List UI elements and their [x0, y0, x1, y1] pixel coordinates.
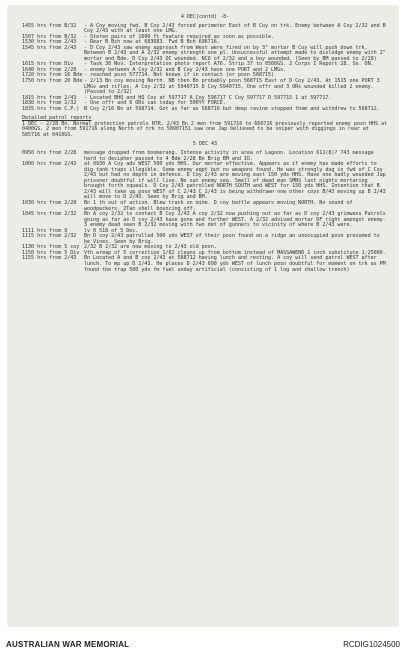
log-entry-text: at 0930 A Coy adv WEST 500 yds HHS. Our mortar effective. Appears as if enemy has made efforts to dig tank traps illegible. Some enemy eqpt but no weapons found. He was strongly dug in fwd of C Coy 2/43 but had no depth in defence. D Coy 2/43 are moving east 150 yds HHS. Have one badly wounded Jap prisoner doubtful if will live. No sat enemy sea. Smell of dead man SMNS last nights mortaring brought forth squeals. D Coy 2/43 patrolled NORTH SOUTH and WEST for 150 yds HHS. Intention that B 2/43 will take up posn WEST of C 2/43 C 2/43 is being withdrawn now other coys B/43 moving up B 2/43 will move to D 2/43. Seen by Brig and BM.: [84, 161, 386, 201]
log-entry-text: - Located BHQ and HQ Coy at 597717 A Coy 596717 C Coy 597717 D 597715 1 at 597717.: [84, 94, 332, 101]
log-entry-text: - Stereo pairs of 1600 ft feature required as soon as possible.: [84, 33, 275, 40]
log-entry: [22, 46, 388, 63]
log-entry-time: 1130 hrs from 5 coy: [22, 244, 80, 251]
log-entry-text: - reached posn 577714. Not known if in contact (or posn 568715): [84, 72, 275, 79]
document-body: [22, 15, 388, 273]
log-entry-text: - enemy between A Coy 2/32 and B Coy 2/43 have one PORT and 2 LMGs.: [84, 66, 287, 73]
footer-archive-name: AUSTRALIAN WAR MEMORIAL: [6, 640, 130, 649]
log-entry: [22, 256, 388, 273]
log-entry-time: 1835 hrs from C.P.): [22, 105, 80, 112]
log-entry-time: 1640 hrs from 2/28: [22, 66, 77, 73]
log-entry-time: 1115 hrs from 2/32: [22, 233, 77, 240]
log-entry-time: 1000 hrs from 2/43: [22, 161, 77, 168]
log-entry-time: 1155 hrs from 2/43: [22, 255, 77, 262]
log-entry-time: 1720 hrs from 16 Bde: [22, 72, 83, 79]
footer-document-id: RCDIG1024500: [343, 640, 400, 649]
archive-footer: [0, 636, 406, 654]
log-entry-text: Vth wreap of 5 correction 1/82 cleans up from bottom instead of MASSAWEND 1 inch substitute 1:25000.: [84, 249, 386, 256]
page-heading: 4 DEC(contd) -8-: [180, 14, 230, 20]
patrol-reports-text: 1 DEC - 2/28 Bn. Normal protection patrols NTR. 2/43 Bn 2 men from 591716 to 660716 previously reported enemy posn HHS at 0400GS. 2 men from 591716 along North of trk to 58907151 saw one Jap believed to be sniper with diggings in rear at 585716 at 0410GS.: [22, 120, 388, 138]
log-entry-text: - D Coy 2/43 saw enemy approach from West were fired on by 3" mortar B Coy will push down trk. Between B 2/43 and A 2/32 enemy strength one pl. Unsuccessful attempt made to dislodge enemy with 2" mortar and Bde. D Coy 2/43 OC wounded. NCO of 2/32 and a boy wounded. (Seen by BM passed to 2/28): [84, 44, 386, 62]
log-entry-time: 1545 hrs from 2/43: [22, 44, 77, 51]
log-entry-time: 1045 hrs from 2/32: [22, 211, 77, 218]
log-entry-text: Bn 1 th out of action. Blew track on mine. D coy battle appears moving NORTH. No sound of woodpeckers. 2Tan shell bouncing off.: [84, 199, 353, 212]
document-page: [8, 6, 398, 626]
log-entry-time: 1111 hrs from 9: [22, 227, 68, 234]
patrol-reports-title: Detailed patrol reports: [22, 115, 92, 122]
section-title-5-dec: 5 DEC 43: [192, 141, 218, 148]
log-entry-time: 1830 hrs from 2/32: [22, 100, 77, 107]
log-entry-time: 0950 hrs from 2/28: [22, 150, 77, 157]
log-entry-text: Bn Located A and B coy 2/43 at 588712 having lunch and resting. A coy will send patrol WEST after lunch. To mp up D 2/43. He places D 2/43 600 yds WEST of lunch posn doubtful for moment on trk as PM found the trap 500 yds fm fuel unday artificial (consisting of 1 log and shallow trench): [84, 255, 386, 273]
log-entry-text: - One offr and 6 ORs can today for 500YY FORCE.: [84, 100, 226, 107]
dec4-entries: [22, 24, 388, 113]
log-entry-time: 1455 hrs from B/32: [22, 22, 77, 29]
log-entry-time: 1615 hrs from Div: [22, 61, 74, 68]
log-entry-time: 1815 hrs from 2/43: [22, 94, 77, 101]
log-entry-text: - 2/13 Bn coy moving North. NB then Bn probably posn 568715 East of D Coy 2/43. At 1515 one PORT 3 LMGs and rifles. A Coy 2/32 at 5940715 D Coy 5940715. One offr and 3 ORs wounded killed 2 enemy. (Passed to 2/32): [84, 78, 380, 96]
log-entry-text: message dropped from boomerang. Intense activity in area of Lagoon. Location 611(8)? 743 message hard to decipher passed to 4 Bde 2/28 Bn Brig BM and IO.: [84, 150, 374, 162]
log-entry: [22, 79, 388, 96]
log-entry-time: 1030 hrs from 2/28: [22, 199, 77, 206]
log-entry-time: 1750 hrs from 20 Bde: [22, 78, 83, 85]
log-entry-text: Bn D coy 2/43 patrolled 500 yds WEST of their posn found on a ridge an unoccupied posn presumed to be Vines. Seen by Brig.: [84, 233, 380, 245]
log-entry-text: - A Coy moving fwd. B Coy 2/43 forced perimeter East of B Coy on trk. Enemy between A Coy 2/32 and B Coy 2/43 with at least one LMG.: [84, 22, 386, 35]
log-entry-text: 2/32 B 2/32 are now moving to 2/43 old posn.: [84, 244, 217, 251]
dec5-entries: [22, 151, 388, 273]
log-entry: [22, 107, 388, 113]
log-entry-text: - Task 30 Nov. Interpretation photo report A76. Strip 37 to 0500GS. 2 Corps I Report 28. So. ON.: [84, 61, 374, 68]
log-entry-time: 1150 hrs from 5 Div: [22, 249, 80, 256]
log-entry: [22, 162, 388, 201]
log-entry-text: Bn A coy 2/32 to contact B Coy 2/43 A coy 2/32 now pushing out as far as D coy 2/43 grimwans Patrols going as far as D coy 2/43 have gone and further WEST. A 2/32 advised mortar DF right amongst enemy. 3 enemy dead seen B 2/32 moving with two det of gunners to vicinity of where B 2/43 were.: [84, 211, 386, 229]
log-entry-time: 1530 hrs from 2/43: [22, 39, 77, 46]
log-entry-text: lv 0 518 of 5 Dec.: [84, 227, 139, 234]
log-entry-time: 1507 hrs from B/32: [22, 33, 77, 40]
log-entry: [22, 24, 388, 35]
log-entry-text: B Coy 2/16 Bn at 598714. Got as far as 568716 but deep ravine stopped them and withdrew to 568712.: [84, 105, 380, 112]
log-entry-text: - Rear B Bch now at 683683. Fwd B Bch 696716.: [84, 39, 220, 46]
log-entry: [22, 212, 388, 229]
